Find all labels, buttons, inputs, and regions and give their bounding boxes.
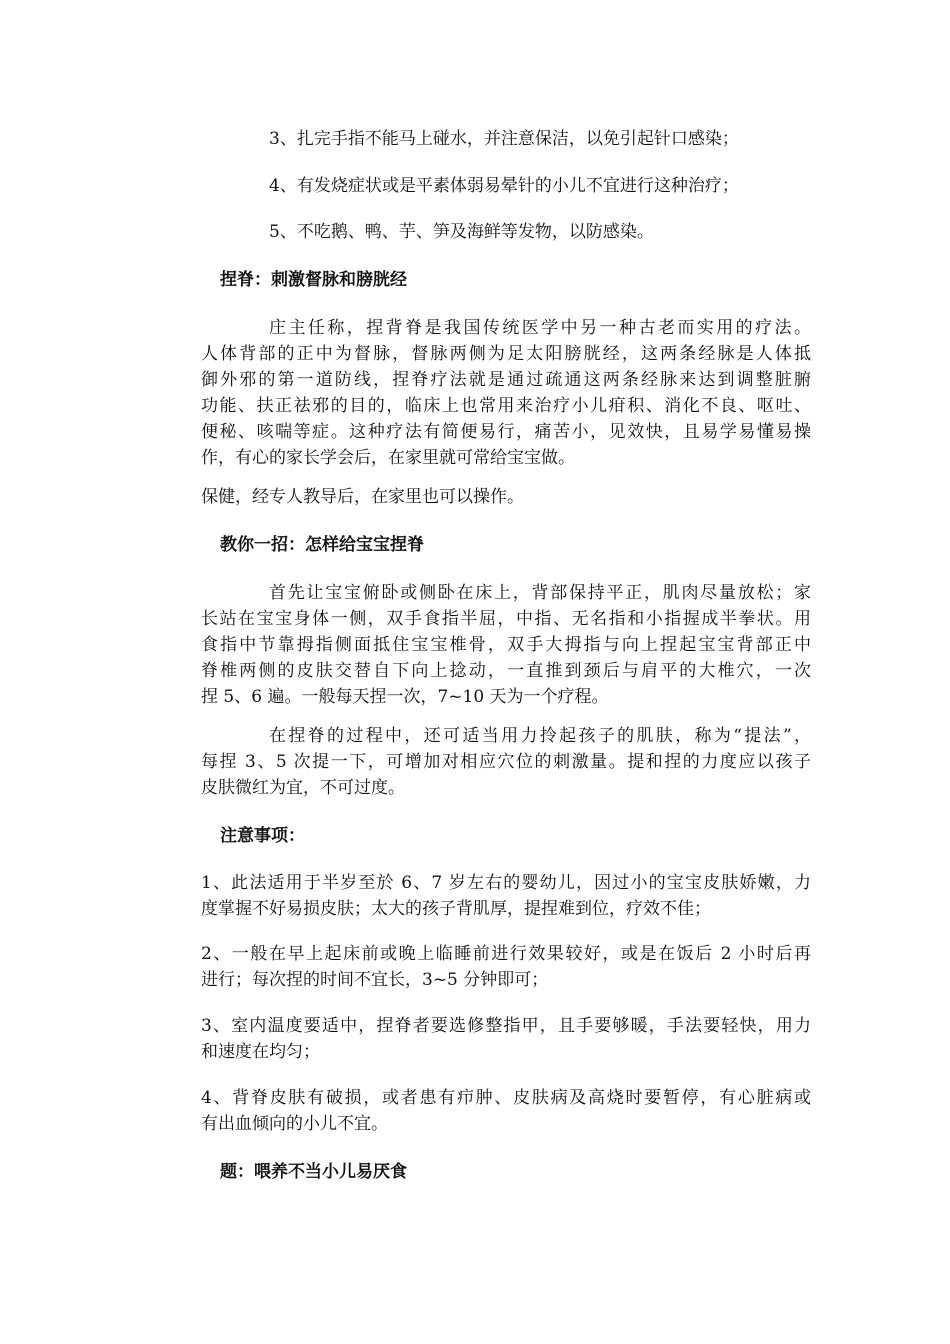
paragraph-lifting-method [201, 723, 811, 801]
section-heading-pinch-spine: 捏脊：刺激督脉和膀胱经 [220, 270, 407, 290]
paragraph-line: 4、背脊皮肤有破损，或者患有疖肿、皮肤病及高烧时要暂停，有心脏病或 [201, 1088, 811, 1108]
paragraph-line: 3、室内温度要适中，捏脊者要选修整指甲，且手要够暖，手法要轻快，用力 [201, 1016, 811, 1036]
paragraph-line: 作，有心的家长学会后，在家里就可常给宝宝做。 [201, 448, 575, 468]
paragraph-line: 功能、扶正祛邪的目的，临床上也常用来治疗小儿疳积、消化不良、呕吐、 [201, 396, 811, 416]
paragraph-line: 人体背部的正中为督脉，督脉两侧为足太阳膀胱经，这两条经脉是人体抵 [201, 344, 811, 364]
paragraph-line: 2、一般在早上起床前或晚上临睡前进行效果较好，或是在饭后 2 小时后再 [201, 944, 811, 964]
paragraph-line: 有出血倾向的小儿不宜。 [201, 1114, 388, 1134]
note-item-4 [201, 1085, 811, 1137]
list-item-4: 4、有发烧症状或是平素体弱易晕针的小儿不宜进行这种治疗； [269, 176, 739, 196]
paragraph-line: 脊椎两侧的皮肤交替自下向上捻动，一直推到颈后与肩平的大椎穴，一次 [201, 661, 811, 681]
section-heading-how-to: 教你一招：怎样给宝宝捏脊 [220, 535, 424, 555]
paragraph-line: 捏 5、6 遍。一般每天捏一次，7~10 天为一个疗程。 [201, 687, 609, 707]
paragraph-line: 皮肤微红为宜，不可过度。 [201, 778, 405, 798]
paragraph-steps [201, 580, 811, 710]
section-heading-feeding: 题：喂养不当小儿易厌食 [220, 1162, 407, 1182]
paragraph-line: 便秘、咳喘等症。这种疗法有简便易行，痛苦小，见效快，且易学易懂易操 [201, 422, 811, 442]
paragraph-line: 和速度在均匀； [201, 1042, 320, 1062]
paragraph-line: 每捏 3、5 次提一下，可增加对相应穴位的刺激量。提和捏的力度应以孩子 [201, 752, 811, 772]
section-heading-notes: 注意事项： [220, 826, 305, 846]
paragraph-line: 1、此法适用于半岁至於 6、7 岁左右的婴幼儿，因过小的宝宝皮肤娇嫩，力 [201, 873, 811, 893]
paragraph-line: 进行；每次捏的时间不宜长，3~5 分钟即可； [201, 970, 549, 990]
paragraph-intro-pinch-spine [201, 315, 811, 471]
paragraph-line: 庄主任称，捏背脊是我国传统医学中另一种古老而实用的疗法。 [269, 318, 811, 338]
paragraph-line: 长站在宝宝身体一侧，双手食指半屈，中指、无名指和小指握成半拳状。用 [201, 609, 811, 629]
paragraph-line: 御外邪的第一道防线，捏脊疗法就是通过疏通这两条经脉来达到调整脏腑 [201, 370, 811, 390]
note-item-3 [201, 1013, 811, 1065]
paragraph-line: 度掌握不好易损皮肤；太大的孩子背肌厚，提捏难到位，疗效不佳； [201, 899, 711, 919]
list-item-5: 5、不吃鹅、鸭、芋、笋及海鲜等发物，以防感染。 [269, 222, 654, 242]
list-item-3: 3、扎完手指不能马上碰水，并注意保洁，以免引起针口感染； [269, 129, 739, 149]
note-item-2 [201, 941, 811, 993]
paragraph-line: 食指中节靠拇指侧面抵住宝宝椎骨，双手大拇指与向上捏起宝宝背部正中 [201, 635, 811, 655]
paragraph-line: 首先让宝宝俯卧或侧卧在床上，背部保持平正，肌肉尽量放松；家 [269, 583, 811, 603]
paragraph-line: 在捏脊的过程中，还可适当用力拎起孩子的肌肤，称为“提法”， [269, 726, 811, 746]
note-item-1 [201, 870, 811, 922]
paragraph-health-care: 保健，经专人教导后，在家里也可以操作。 [201, 487, 524, 507]
